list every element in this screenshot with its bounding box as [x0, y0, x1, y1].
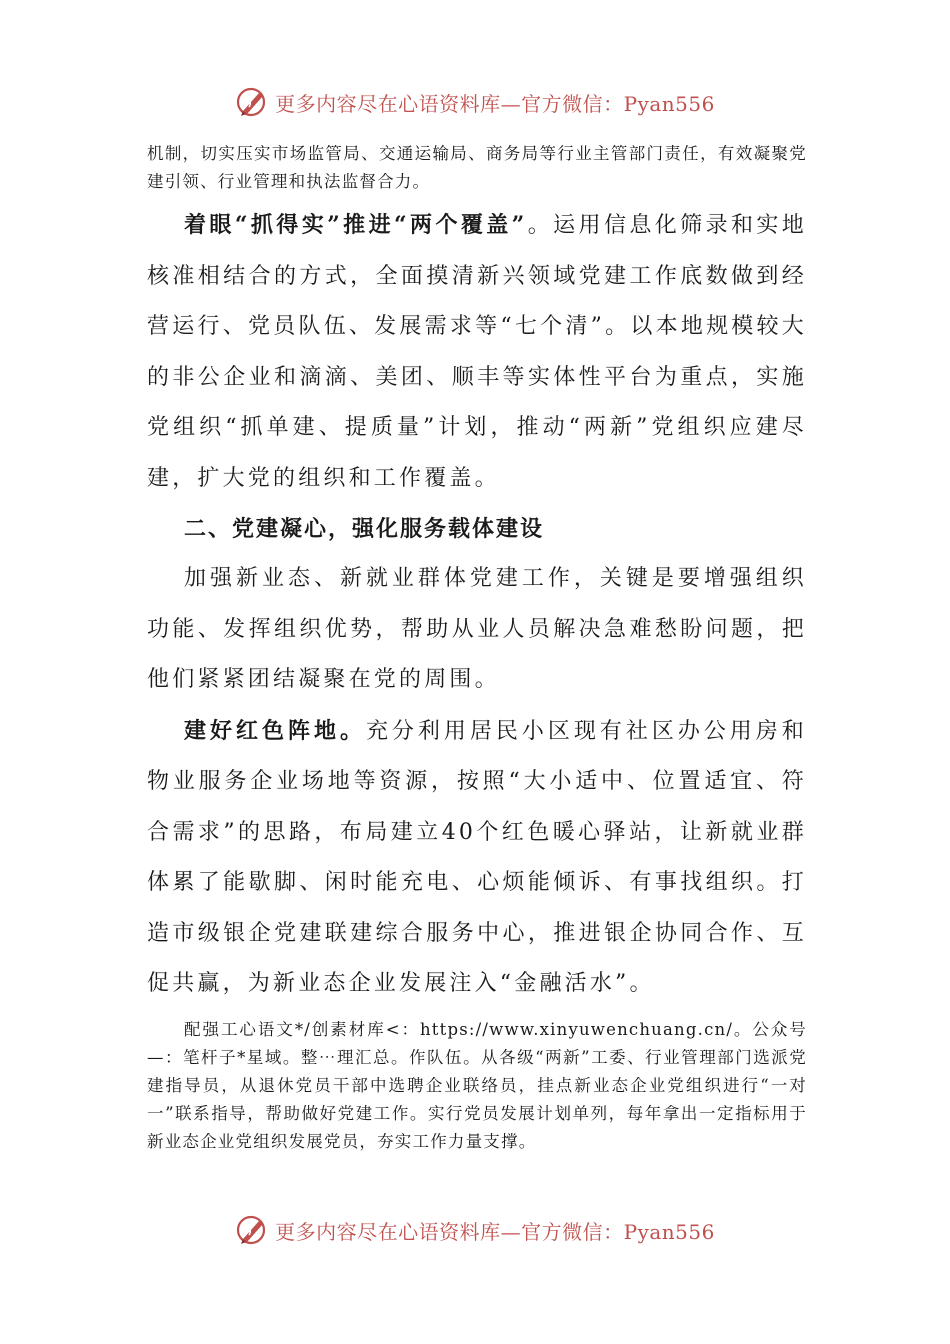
- document-body: [147, 140, 807, 1156]
- banner-text: 更多内容尽在心语资料库—官方微信：Pyan556: [275, 1219, 715, 1244]
- paragraph-coverage-body: 。运用信息化筛录和实地核准相结合的方式，全面摸清新兴领域党建工作底数做到经营运行、党员队伍、发展需求等“七个清”。以本地规模较大的非公企业和滴滴、美团、顺丰等实体性平台为重点，实施党组织“抓单建、提质量”计划，推动“两新”党组织应建尽建，扩大党的组织和工作覆盖。: [147, 213, 807, 491]
- pen-seal-logo-icon: [235, 1213, 269, 1247]
- paragraph-coverage-lead: 着眼“抓得实”推进“两个覆盖”: [184, 212, 528, 238]
- paragraph-red-position: [147, 706, 807, 1010]
- header-banner: [0, 82, 950, 122]
- footer-banner: [0, 1210, 950, 1250]
- section-heading-2: 二、党建凝心，强化服务载体建设: [184, 516, 545, 542]
- paragraph-red-position-lead: 建好红色阵地。: [184, 717, 366, 744]
- paragraph-red-position-body: 充分利用居民小区现有社区办公用房和物业服务企业场地等资源，按照“大小适中、位置适宜、符合需求”的思路，布局建立40个红色暖心驿站，让新就业群体累了能歇脚、闲时能充电、心烦能倾诉、有事找组织。打造市级银企党建联建综合服务中心，推进银企协同合作、互促共赢，为新业态企业发展注入“金融活水”。: [147, 718, 807, 996]
- paragraph-team: 配强工心语文*/创素材库<：https://www.xinyuwenchuang.cn/。公众号—：笔杆子*星域。整⋯理汇总。作队伍。从各级“两新”工委、行业管理部门选派党建指导员，从退休党员干部中选聘企业联络员，挂点新业态企业党组织进行“一对一”联系指导，帮助做好党建工作。实行党员发展计划单列，每年拿出一定指标用于新业态企业党组织发展党员，夯实工作力量支撑。: [147, 1019, 807, 1151]
- banner-text: 更多内容尽在心语资料库—官方微信：Pyan556: [275, 91, 715, 116]
- paragraph-continuation: 机制，切实压实市场监管局、交通运输局、商务局等行业主管部门责任，有效凝聚党建引领、行业管理和执法监督合力。: [147, 144, 807, 191]
- paragraph-coverage: [147, 200, 807, 504]
- pen-seal-logo-icon: [235, 85, 269, 119]
- paragraph-intro: 加强新业态、新就业群体党建工作，关键是要增强组织功能、发挥组织优势，帮助从业人员解决急难愁盼问题，把他们紧紧团结凝聚在党的周围。: [147, 566, 807, 692]
